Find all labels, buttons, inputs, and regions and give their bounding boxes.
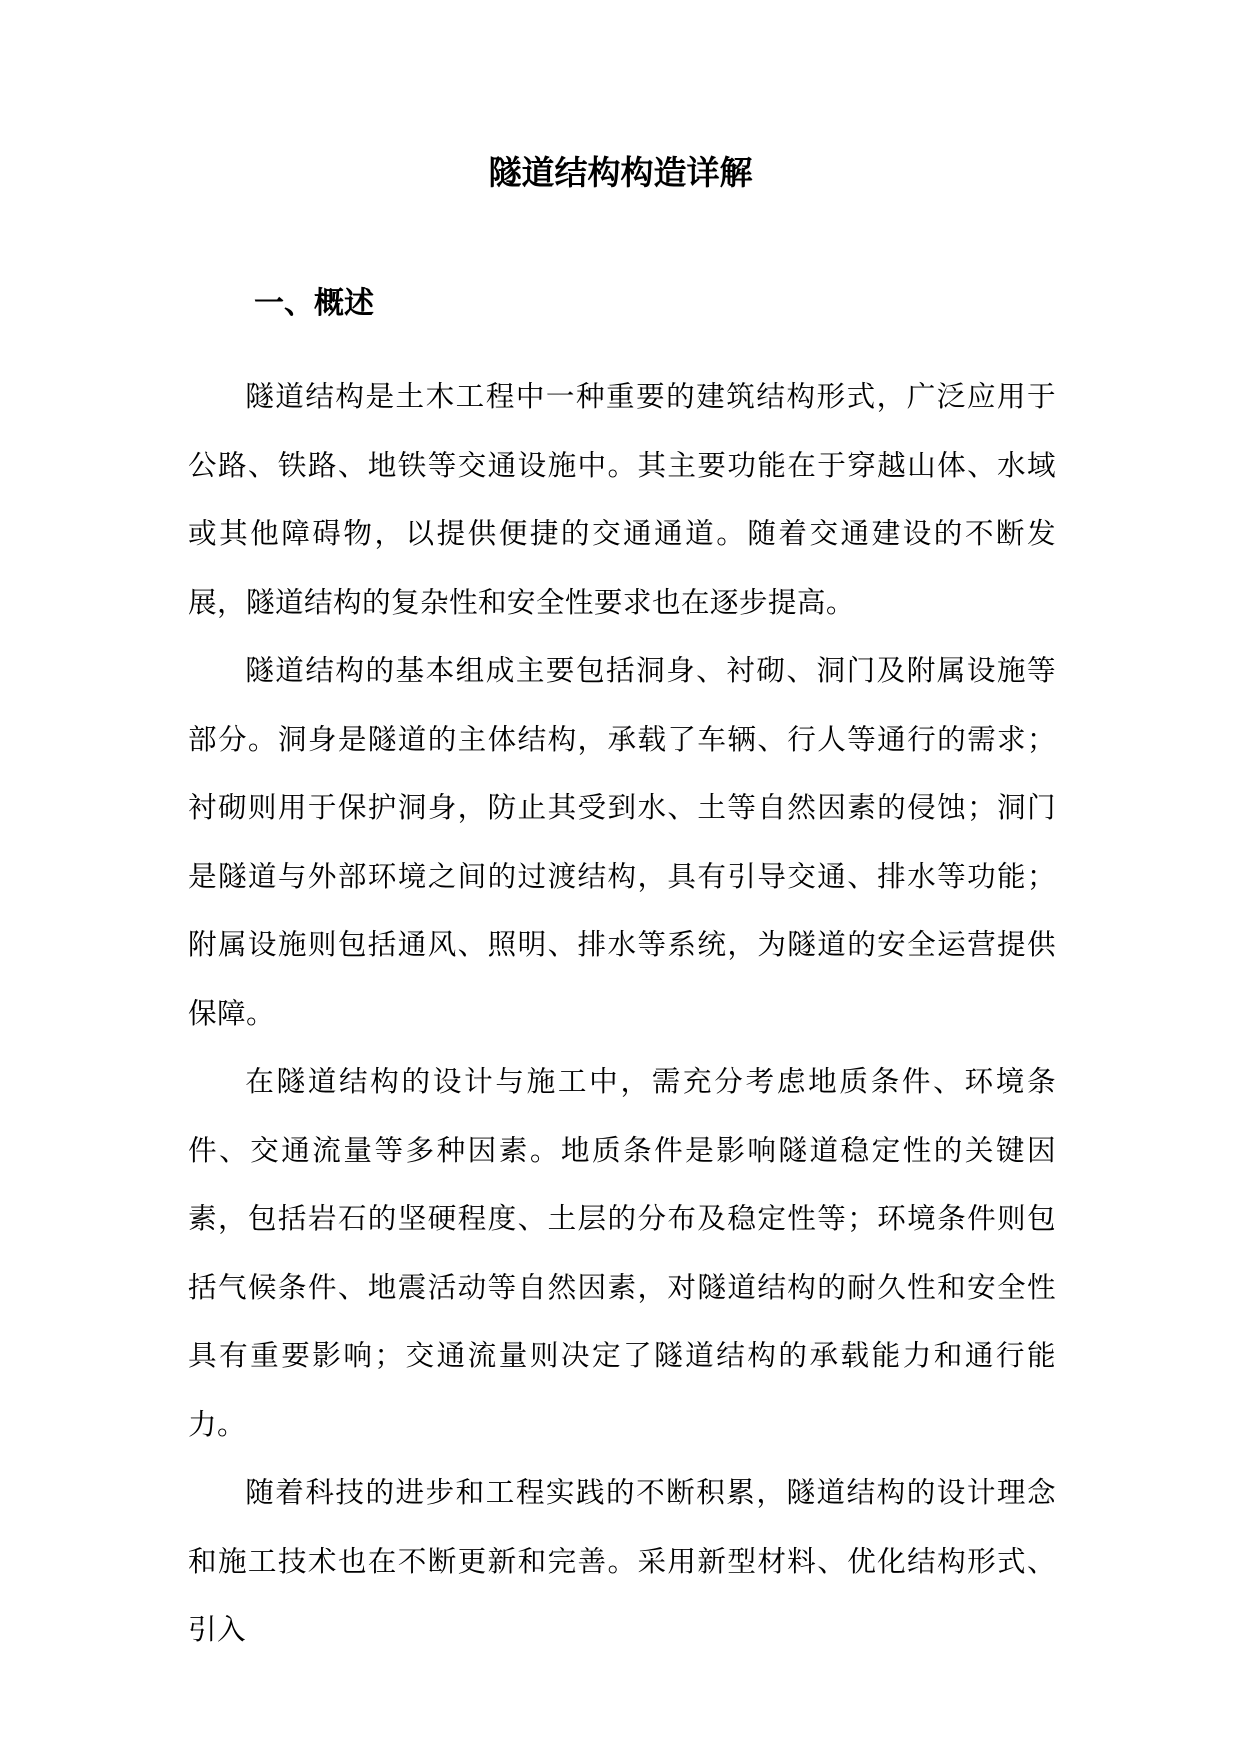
section-heading: 一、概述 [254,286,374,321]
paragraph-1: 隧道结构是土木工程中一种重要的建筑结构形式，广泛应用于公路、铁路、地铁等交通设施中。其主要功能在于穿越山体、水域或其他障碍物，以提供便捷的交通通道。随着交通建设的不断发展，隧道结构的复杂性和安全性要求也在逐步提高。 [188,379,1056,619]
paragraph-2: 隧道结构的基本组成主要包括洞身、衬砌、洞门及附属设施等部分。洞身是隧道的主体结构，承载了车辆、行人等通行的需求；衬砌则用于保护洞身，防止其受到水、土等自然因素的侵蚀；洞门是隧道与外部环境之间的过渡结构，具有引导交通、排水等功能；附属设施则包括通风、照明、排水等系统，为隧道的安全运营提供保障。 [188,653,1056,1030]
document-title: 隧道结构构造详解 [488,153,753,192]
paragraph-3: 在隧道结构的设计与施工中，需充分考虑地质条件、环境条件、交通流量等多种因素。地质条件是影响隧道稳定性的关键因素，包括岩石的坚硬程度、土层的分布及稳定性等；环境条件则包括气候条件、地震活动等自然因素，对隧道结构的耐久性和安全性具有重要影响；交通流量则决定了隧道结构的承载能力和通行能力。 [188,1064,1056,1441]
section-body [188,362,1056,1664]
paragraph-4: 随着科技的进步和工程实践的不断积累，隧道结构的设计理念和施工技术也在不断更新和完善。采用新型材料、优化结构形式、引入 [188,1475,1056,1646]
